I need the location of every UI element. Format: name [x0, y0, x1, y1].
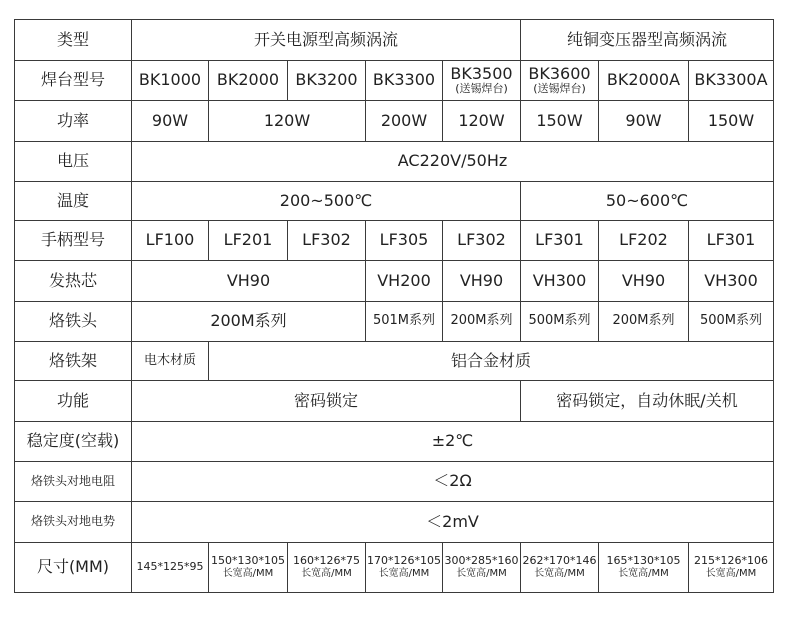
row-handle — [15, 221, 774, 261]
row-size — [15, 543, 774, 593]
model-name: BK3200 — [295, 70, 358, 90]
handle-cell: LF302 — [288, 221, 366, 261]
row-power — [15, 101, 774, 142]
model-name: BK1000 — [138, 70, 202, 90]
group-switching-supply: 开关电源型高频涡流 — [132, 20, 521, 61]
power-cell: 90W — [599, 101, 689, 142]
size-dims: 262*170*146 — [522, 554, 597, 568]
model-cell — [366, 61, 443, 101]
tip-cell: 500M系列 — [689, 302, 774, 342]
label-heater: 发热芯 — [15, 261, 132, 302]
handle-cell: LF302 — [443, 221, 521, 261]
model-name: BK3500 — [450, 64, 513, 84]
model-cell — [132, 61, 209, 101]
size-unit: 长宽高/MM — [378, 568, 430, 580]
heater-cell: VH300 — [689, 261, 774, 302]
model-name: BK2000 — [216, 70, 280, 90]
function-cell: 密码锁定 — [132, 381, 521, 422]
label-tip: 烙铁头 — [15, 302, 132, 342]
heater-cell: VH90 — [132, 261, 366, 302]
size-unit: 长宽高/MM — [301, 568, 352, 580]
size-cell — [132, 543, 209, 593]
row-tip — [15, 302, 774, 342]
size-cell — [443, 543, 521, 593]
power-cell: 120W — [209, 101, 366, 142]
model-cell — [209, 61, 288, 101]
temperature-range: 50~600℃ — [521, 182, 774, 221]
row-resistance — [15, 462, 774, 502]
potential-value: ＜2mV — [132, 502, 774, 543]
size-dims: 170*126*105 — [367, 554, 441, 568]
model-name: BK3600 — [528, 64, 591, 84]
row-heater — [15, 261, 774, 302]
handle-cell: LF100 — [132, 221, 209, 261]
heater-cell: VH200 — [366, 261, 443, 302]
model-name: BK3300A — [694, 70, 768, 90]
power-cell: 200W — [366, 101, 443, 142]
size-cell — [209, 543, 288, 593]
size-unit: 长宽高/MM — [618, 568, 669, 580]
handle-cell: LF201 — [209, 221, 288, 261]
size-cell — [599, 543, 689, 593]
stability-value: ±2℃ — [132, 422, 774, 462]
heater-cell: VH300 — [521, 261, 599, 302]
handle-cell: LF305 — [366, 221, 443, 261]
power-cell: 150W — [521, 101, 599, 142]
size-cell — [689, 543, 774, 593]
row-model — [15, 61, 774, 101]
label-function: 功能 — [15, 381, 132, 422]
voltage-value: AC220V/50Hz — [132, 142, 774, 182]
model-cell — [599, 61, 689, 101]
label-temperature: 温度 — [15, 182, 132, 221]
model-note: (送锡焊台) — [455, 81, 508, 95]
row-potential — [15, 502, 774, 543]
size-unit: 长宽高/MM — [705, 568, 757, 580]
tip-cell: 200M系列 — [132, 302, 366, 342]
size-cell — [521, 543, 599, 593]
size-dims: 160*126*75 — [293, 554, 360, 568]
resistance-value: ＜2Ω — [132, 462, 774, 502]
label-stand: 烙铁架 — [15, 342, 132, 381]
row-type — [15, 20, 774, 61]
handle-cell: LF301 — [521, 221, 599, 261]
label-voltage: 电压 — [15, 142, 132, 182]
label-handle: 手柄型号 — [15, 221, 132, 261]
size-cell — [288, 543, 366, 593]
stand-cell: 铝合金材质 — [209, 342, 774, 381]
power-cell: 90W — [132, 101, 209, 142]
size-dims: 215*126*106 — [694, 554, 768, 568]
label-stability: 稳定度(空载) — [15, 422, 132, 462]
label-size: 尺寸(MM) — [15, 543, 132, 593]
model-cell — [689, 61, 774, 101]
temperature-range: 200~500℃ — [132, 182, 521, 221]
row-voltage — [15, 142, 774, 182]
tip-cell: 200M系列 — [443, 302, 521, 342]
model-cell — [521, 61, 599, 101]
group-copper-transformer: 纯铜变压器型高频涡流 — [521, 20, 774, 61]
size-dims: 150*130*105 — [211, 554, 285, 568]
model-name: BK2000A — [606, 70, 681, 90]
size-unit: 长宽高/MM — [534, 568, 585, 580]
row-temperature — [15, 182, 774, 221]
spec-table — [14, 19, 774, 593]
size-unit: 长宽高/MM — [456, 568, 507, 580]
model-name: BK3300 — [372, 70, 436, 90]
row-function — [15, 381, 774, 422]
label-power: 功率 — [15, 101, 132, 142]
power-cell: 120W — [443, 101, 521, 142]
model-cell — [443, 61, 521, 101]
handle-cell: LF301 — [689, 221, 774, 261]
handle-cell: LF202 — [599, 221, 689, 261]
heater-cell: VH90 — [599, 261, 689, 302]
label-type: 类型 — [15, 20, 132, 61]
power-cell: 150W — [689, 101, 774, 142]
size-dims: 300*285*160 — [444, 554, 519, 568]
stand-cell: 电木材质 — [132, 342, 209, 381]
size-dims: 145*125*95 — [136, 560, 204, 574]
size-cell — [366, 543, 443, 593]
row-stability — [15, 422, 774, 462]
label-potential: 烙铁头对地电势 — [15, 502, 132, 543]
size-dims: 165*130*105 — [606, 554, 681, 568]
tip-cell: 501M系列 — [366, 302, 443, 342]
heater-cell: VH90 — [443, 261, 521, 302]
size-unit: 长宽高/MM — [222, 568, 274, 580]
row-stand — [15, 342, 774, 381]
label-model: 焊台型号 — [15, 61, 132, 101]
model-cell — [288, 61, 366, 101]
tip-cell: 500M系列 — [521, 302, 599, 342]
label-resistance: 烙铁头对地电阻 — [15, 462, 132, 502]
function-cell: 密码锁定，自动休眠/关机 — [521, 381, 774, 422]
model-note: (送锡焊台) — [533, 81, 586, 95]
tip-cell: 200M系列 — [599, 302, 689, 342]
